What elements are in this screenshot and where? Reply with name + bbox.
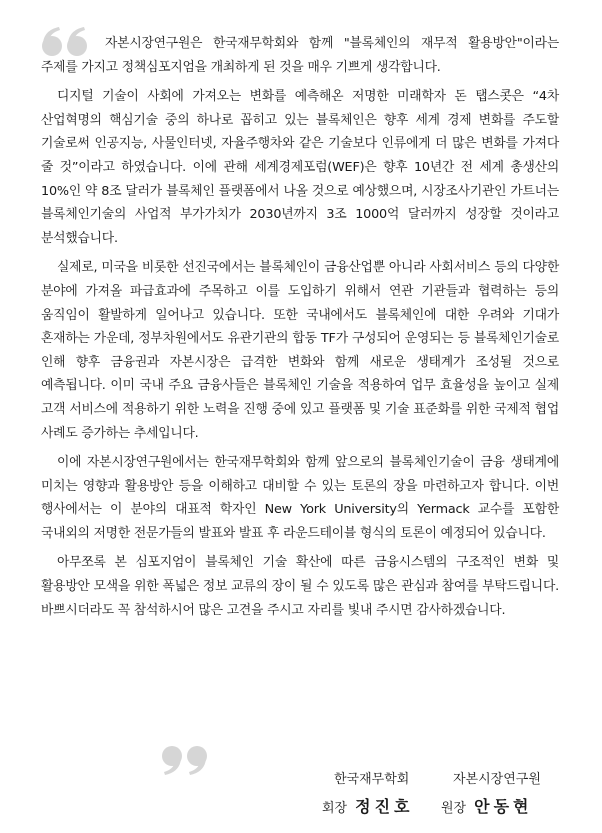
signature-organization: 한국재무학회 (334, 772, 410, 787)
paragraph-intro: 자본시장연구원은 한국재무학회와 함께 "블록체인의 재무적 활용방안"이라는 주제를 가지고 정책심포지엄을 개최하게 된 것을 매우 기쁘게 생각합니다. (41, 36, 559, 75)
signature-right (441, 770, 541, 822)
paragraph-trends: 실제로, 미국을 비롯한 선진국에서는 블록체인이 금융산업뿐 아니라 사회서비스 등의 다양한 분야에 가져올 파급효과에 주목하고 이를 도입하기 위해서 연관 기관들과 협력하는 등의 움직임이 활발하게 일어나고 있습니다. 또한 국내에서도 블록체인에 대한 우려와 기대가 혼재하는 가운데, 정부차원에서도 유관기관의 합동 TF가 구성되어 운영되는 등 블록체인기술로 인해 향후 금융권과 자본시장은 급격한 변화와 함께 새로운 생태계가 조성될 것으로 예측됩니다. 이미 국내 주요 금융사들은 블록체인 기술을 적용하여 업무 효율성을 높이고 실제 고객 서비스에 적용하기 위한 노력을 진행 중에 있고 플랫폼 및 기술 표준화를 위한 국제적 협업 사례도 증가하는 추세입니다. (41, 260, 559, 441)
signature-title: 회장 (322, 801, 348, 816)
signature-line (322, 794, 414, 822)
signature-organization: 자본시장연구원 (453, 772, 541, 787)
signature-left (322, 770, 414, 822)
signature-line (441, 794, 541, 822)
signature-title: 원장 (441, 801, 467, 816)
signature-block (0, 770, 602, 830)
paragraph-closing: 아무쪼록 본 심포지엄이 블록체인 기술 확산에 따른 금융시스템의 구조적인 변화 및 활용방안 모색을 위한 폭넓은 정보 교류의 장이 될 수 있도록 많은 관심과 참여를 부탁드립니다. 바쁘시더라도 꼭 참석하시어 많은 고견을 주시고 자리를 빛내 주시면 감사하겠습니다. (41, 555, 559, 618)
paragraph-background: 디지털 기술이 사회에 가져오는 변화를 예측해온 저명한 미래학자 돈 탭스콧은 “4차 산업혁명의 핵심기술 중의 하나로 꼽히고 있는 블록체인은 향후 세계 경제 변화를 주도할 기술로써 인공지능, 사물인터넷, 자율주행차와 같은 기술보다 인류에게 더 많은 변화를 가져다 줄 것”이라고 하였습니다. 이에 관해 세계경제포럼(WEF)은 향후 10년간 전 세계 총생산의 10%인 약 8조 달러가 블록체인 플랫폼에서 나올 것으로 예상했으며, 시장조사기관인 가트너는 블록체인기술의 사업적 부가가치가 2030년까지 3조 1000억 달러까지 성장할 것이라고 분석했습니다. (41, 89, 559, 246)
signature-name: 정진호 (355, 797, 414, 816)
paragraph-event: 이에 자본시장연구원에서는 한국재무학회와 함께 앞으로의 블록체인기술이 금융 생태계에 미치는 영향과 활용방안 등을 이해하고 대비할 수 있는 토론의 장을 마련하고자 합니다. 이번 행사에서는 이 분야의 대표적 학자인 New York University의 Yermack 교수를 포함한 국내외의 저명한 전문가들의 발표와 발표 후 라운드테이블 형식의 토론이 예정되어 있습니다. (41, 455, 559, 541)
letter-body (41, 32, 559, 628)
signature-name: 안동현 (474, 797, 533, 816)
